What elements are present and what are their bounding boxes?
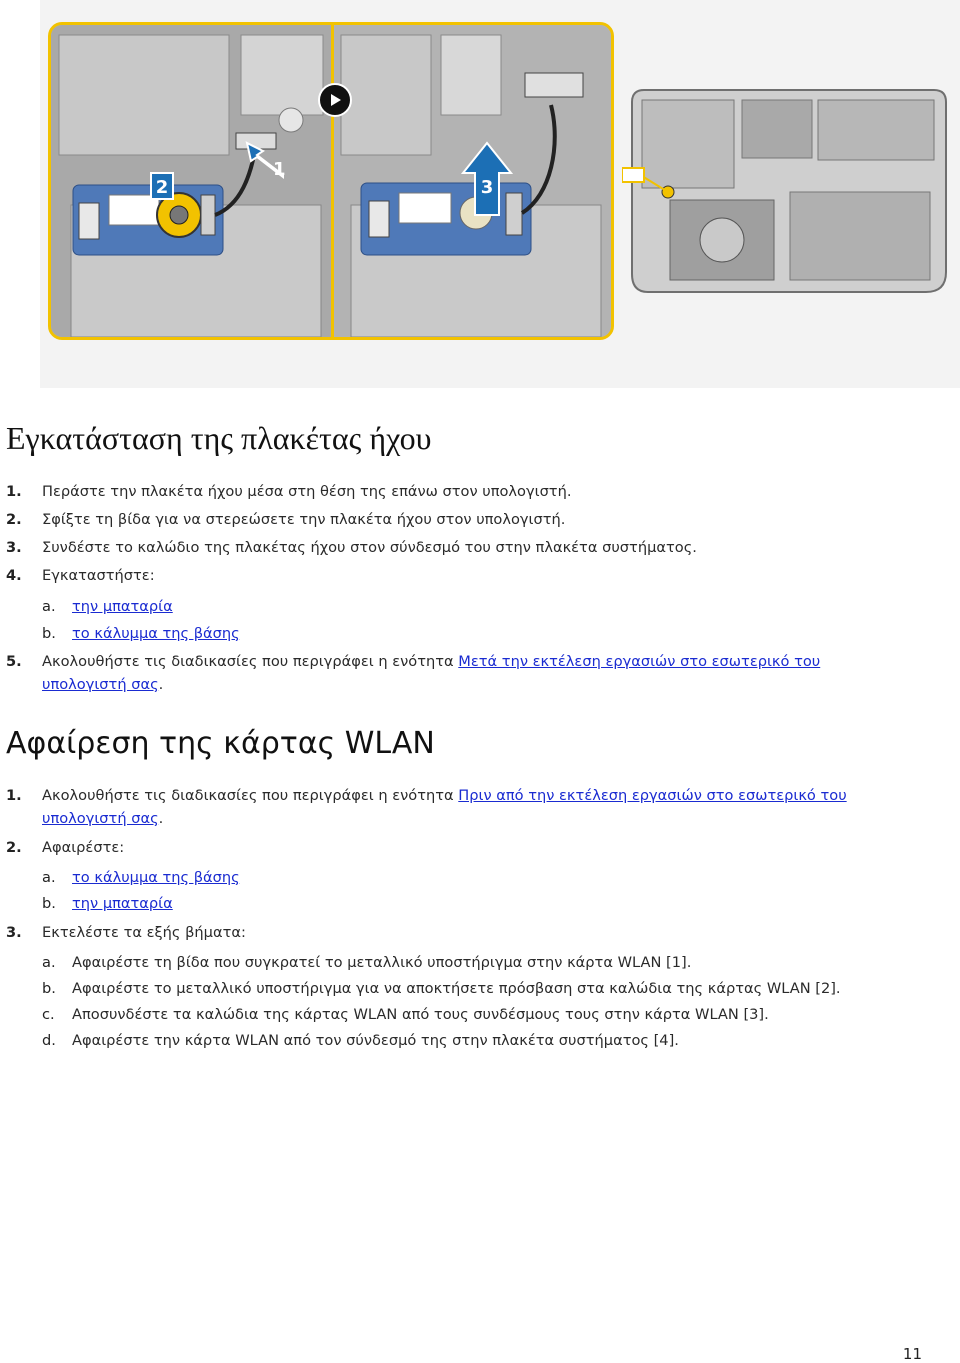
step-number: 2. [6, 511, 22, 528]
step-text-lead: Ακολουθήστε τις διαδικασίες που περιγράφει η ενότητα [42, 653, 459, 670]
step-text: Περάστε την πλακέτα ήχου μέσα στη θέση της επάνω στον υπολογιστή. [42, 483, 572, 500]
next-step-icon [318, 83, 352, 117]
step-text: Εγκαταστήστε: [42, 567, 155, 584]
step-text-lead: Ακολουθήστε τις διαδικασίες που περιγράφει η ενότητα [42, 787, 459, 804]
substep-letter: d. [42, 1032, 56, 1049]
battery-link[interactable]: την μπαταρία [72, 895, 173, 912]
step-text: Αφαιρέστε: [42, 839, 125, 856]
closeup-panel [48, 22, 614, 340]
step-text: Εκτελέστε τα εξής βήματα: [42, 924, 246, 941]
after-working-link[interactable]: Μετά την εκτέλεση εργασιών στο εσωτερικό του [458, 653, 821, 670]
substep-letter: a. [42, 954, 56, 971]
period: . [158, 810, 164, 827]
battery-link[interactable]: την μπαταρία [72, 598, 173, 615]
step-number: 2. [6, 839, 22, 856]
step-text-continuation [42, 675, 163, 695]
section-title-remove-wlan: Αφαίρεση της κάρτας WLAN [6, 726, 435, 761]
svg-text:3: 3 [480, 177, 494, 198]
before-working-link[interactable]: Πριν από την εκτέλεση εργασιών στο εσωτερικό του [458, 787, 847, 804]
panel-divider [331, 25, 334, 337]
substep-letter: b. [42, 625, 56, 642]
substep-letter: a. [42, 598, 56, 615]
substep-text: Αφαιρέστε την κάρτα WLAN από τον σύνδεσμό της στην πλακέτα συστήματος [4]. [72, 1032, 679, 1049]
substep-letter: b. [42, 895, 56, 912]
substep-text: Αφαιρέστε τη βίδα που συγκρατεί το μεταλλικό υποστήριγμα στην κάρτα WLAN [1]. [72, 954, 692, 971]
period: . [158, 676, 164, 693]
step-text [42, 786, 847, 806]
step-number: 3. [6, 539, 22, 556]
substep-letter: c. [42, 1006, 55, 1023]
svg-text:1: 1 [273, 159, 286, 180]
step-text: Συνδέστε το καλώδιο της πλακέτας ήχου στον σύνδεσμό του στην πλακέτα συστήματος. [42, 539, 697, 556]
base-cover-link[interactable]: το κάλυμμα της βάσης [72, 869, 240, 886]
step-text: Σφίξτε τη βίδα για να στερεώσετε την πλακέτα ήχου στον υπολογιστή. [42, 511, 566, 528]
substep-letter: b. [42, 980, 56, 997]
step-number: 3. [6, 924, 22, 941]
step-number: 5. [6, 653, 22, 670]
substep-text: Αποσυνδέστε τα καλώδια της κάρτας WLAN από τους συνδέσμους τους στην κάρτα WLAN [3]. [72, 1006, 769, 1023]
step-number: 4. [6, 567, 22, 584]
substep-letter: a. [42, 869, 56, 886]
substep-text: Αφαιρέστε το μεταλλικό υποστήριγμα για να αποκτήσετε πρόσβαση στα καλώδια της κάρτας WLAN [2]. [72, 980, 841, 997]
page-number: 11 [902, 1345, 922, 1363]
base-cover-link[interactable]: το κάλυμμα της βάσης [72, 625, 240, 642]
svg-text:2: 2 [155, 177, 169, 198]
step-text [42, 652, 820, 672]
after-working-link-cont[interactable]: υπολογιστή σας [42, 676, 159, 693]
step-number: 1. [6, 787, 22, 804]
before-working-link-cont[interactable]: υπολογιστή σας [42, 810, 159, 827]
section-title-install-sound-board: Εγκατάσταση της πλακέτας ήχου [6, 420, 432, 456]
instruction-figure [40, 0, 960, 388]
step-text-continuation [42, 809, 163, 829]
laptop-overview-image [622, 82, 952, 300]
step-number: 1. [6, 483, 22, 500]
